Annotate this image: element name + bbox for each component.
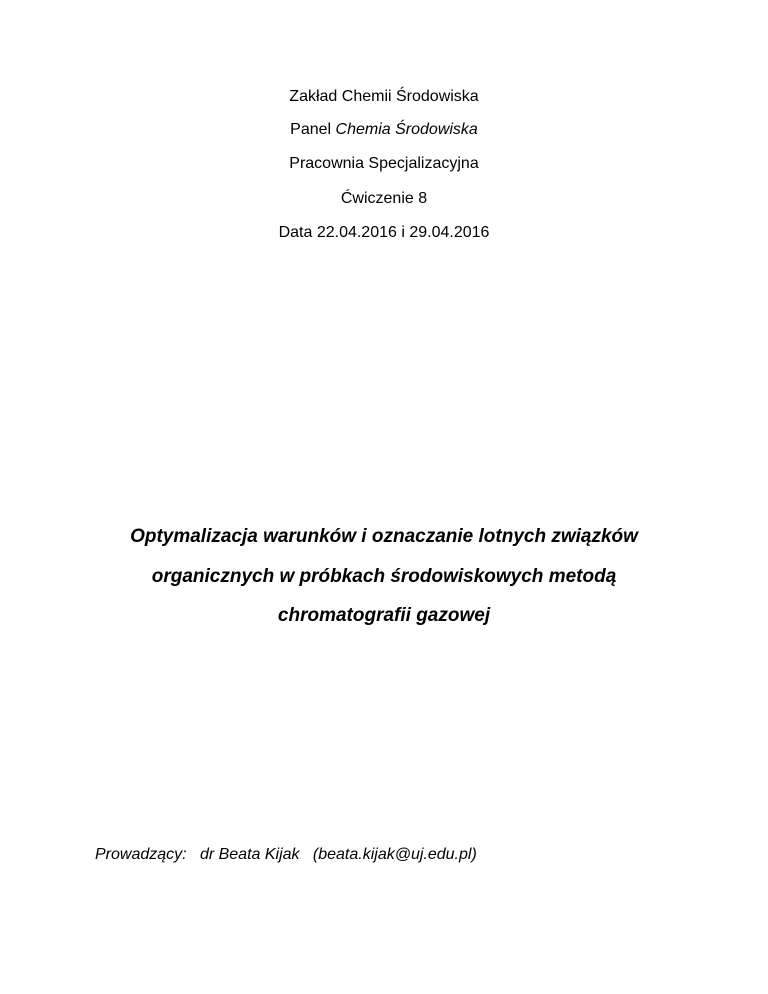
exercise-date: Data 22.04.2016 i 29.04.2016	[278, 224, 490, 241]
instructor-email: (beata.kijak@uj.edu.pl)	[312, 846, 477, 863]
document-title-line-3: chromatografii gazowej	[277, 605, 491, 626]
panel-line	[0, 120, 768, 140]
instructor-line	[95, 845, 477, 865]
instructor-name: dr Beata Kijak	[199, 846, 300, 863]
lab-name: Pracownia Specjalizacyjna	[289, 155, 479, 172]
exercise-number: Ćwiczenie 8	[340, 190, 428, 207]
document-title-line-1: Optymalizacja warunków i oznaczanie lotnych związków	[130, 526, 638, 547]
document-title-line-2: organicznych w próbkach środowiskowych metodą	[151, 566, 617, 587]
panel-prefix: Panel	[290, 121, 336, 138]
instructor-label: Prowadzący:	[95, 846, 187, 863]
panel-name: Chemia Środowiska	[335, 121, 478, 138]
department-name: Zakład Chemii Środowiska	[289, 88, 479, 105]
